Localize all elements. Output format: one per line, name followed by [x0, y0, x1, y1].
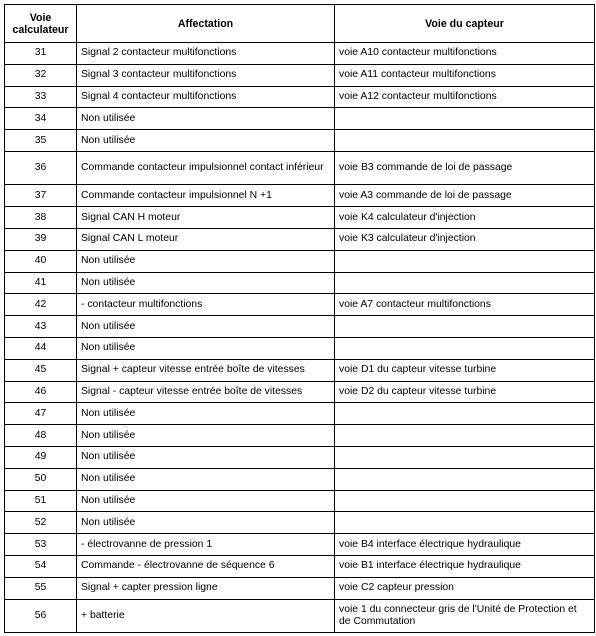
document-page [4, 4, 594, 633]
cell-voie-calculateur: 32 [5, 64, 77, 86]
cell-affectation: Non utilisée [77, 490, 335, 512]
table-row [5, 577, 595, 599]
cell-voie-calculateur: 52 [5, 512, 77, 534]
cell-voie-calculateur: 43 [5, 316, 77, 338]
cell-voie-capteur: voie B4 interface électrique hydraulique [335, 534, 595, 556]
cell-voie-capteur [335, 425, 595, 447]
table-row [5, 43, 595, 65]
cell-affectation: Signal 3 contacteur multifonctions [77, 64, 335, 86]
table-body [5, 43, 595, 633]
cell-affectation: + batterie [77, 599, 335, 633]
cell-affectation: Non utilisée [77, 316, 335, 338]
cell-voie-capteur: voie B1 interface électrique hydraulique [335, 556, 595, 578]
header-affectation: Affectation [77, 5, 335, 43]
cell-affectation: Signal CAN H moteur [77, 207, 335, 229]
cell-voie-calculateur: 44 [5, 338, 77, 360]
cell-voie-capteur [335, 468, 595, 490]
cell-voie-calculateur: 45 [5, 359, 77, 381]
cell-voie-calculateur: 31 [5, 43, 77, 65]
table-row [5, 338, 595, 360]
cell-voie-calculateur: 55 [5, 577, 77, 599]
header-row [5, 5, 595, 43]
cell-voie-calculateur: 33 [5, 86, 77, 108]
cell-voie-capteur: voie A7 contacteur multifonctions [335, 294, 595, 316]
cell-voie-calculateur: 46 [5, 381, 77, 403]
table-header [5, 5, 595, 43]
cell-voie-calculateur: 51 [5, 490, 77, 512]
cell-voie-capteur [335, 108, 595, 130]
header-col1-line1: Voie [29, 11, 52, 24]
table-row [5, 468, 595, 490]
cell-voie-capteur [335, 250, 595, 272]
table-row [5, 294, 595, 316]
cell-affectation: - électrovanne de pression 1 [77, 534, 335, 556]
table-row [5, 185, 595, 207]
cell-voie-capteur: voie A10 contacteur multifonctions [335, 43, 595, 65]
cell-voie-capteur: voie A3 commande de loi de passage [335, 185, 595, 207]
cell-affectation: Non utilisée [77, 468, 335, 490]
cell-affectation: Signal 4 contacteur multifonctions [77, 86, 335, 108]
table-row [5, 272, 595, 294]
table-row [5, 359, 595, 381]
table-row [5, 108, 595, 130]
cell-affectation: Non utilisée [77, 272, 335, 294]
cell-affectation: Signal CAN L moteur [77, 229, 335, 251]
table-row [5, 250, 595, 272]
cell-voie-calculateur: 40 [5, 250, 77, 272]
cell-voie-calculateur: 50 [5, 468, 77, 490]
cell-voie-capteur [335, 338, 595, 360]
cell-voie-capteur [335, 130, 595, 152]
cell-voie-calculateur: 36 [5, 151, 77, 185]
cell-voie-calculateur: 47 [5, 403, 77, 425]
cell-voie-capteur: voie A11 contacteur multifonctions [335, 64, 595, 86]
table-row [5, 556, 595, 578]
cell-affectation: Signal + capteur vitesse entrée boîte de vitesses [77, 359, 335, 381]
cell-affectation: Non utilisée [77, 425, 335, 447]
cell-voie-capteur [335, 272, 595, 294]
cell-affectation: Signal - capteur vitesse entrée boîte de vitesses [77, 381, 335, 403]
cell-voie-calculateur: 37 [5, 185, 77, 207]
cell-affectation: - contacteur multifonctions [77, 294, 335, 316]
cell-voie-calculateur: 41 [5, 272, 77, 294]
cell-affectation: Non utilisée [77, 447, 335, 469]
table-row [5, 447, 595, 469]
table-row [5, 130, 595, 152]
header-voie-capteur: Voie du capteur [335, 5, 595, 43]
header-col1-line2: calculateur [12, 23, 69, 36]
cell-affectation: Non utilisée [77, 512, 335, 534]
cell-voie-calculateur: 53 [5, 534, 77, 556]
cell-voie-calculateur: 38 [5, 207, 77, 229]
table-row [5, 425, 595, 447]
cell-affectation: Commande - électrovanne de séquence 6 [77, 556, 335, 578]
cell-voie-capteur [335, 403, 595, 425]
cell-voie-capteur: voie C2 capteur pression [335, 577, 595, 599]
table-row [5, 381, 595, 403]
table-row [5, 599, 595, 633]
cell-voie-capteur: voie 1 du connecteur gris de l'Unité de Protection et de Commutation [335, 599, 595, 633]
cell-affectation: Commande contacteur impulsionnel contact inférieur [77, 151, 335, 185]
cell-voie-calculateur: 56 [5, 599, 77, 633]
table-row [5, 64, 595, 86]
cell-affectation: Non utilisée [77, 130, 335, 152]
table-row [5, 490, 595, 512]
cell-voie-capteur: voie K3 calculateur d'injection [335, 229, 595, 251]
cell-affectation: Commande contacteur impulsionnel N +1 [77, 185, 335, 207]
table-row [5, 207, 595, 229]
cell-affectation: Non utilisée [77, 250, 335, 272]
cell-voie-capteur [335, 316, 595, 338]
cell-voie-capteur [335, 447, 595, 469]
cell-voie-calculateur: 34 [5, 108, 77, 130]
table-row [5, 151, 595, 185]
cell-voie-capteur: voie K4 calculateur d'injection [335, 207, 595, 229]
table-row [5, 512, 595, 534]
cell-affectation: Non utilisée [77, 108, 335, 130]
table-row [5, 86, 595, 108]
pinout-table [4, 4, 595, 633]
cell-voie-capteur: voie D1 du capteur vitesse turbine [335, 359, 595, 381]
header-voie-calculateur [5, 5, 77, 43]
cell-voie-capteur: voie A12 contacteur multifonctions [335, 86, 595, 108]
table-row [5, 534, 595, 556]
cell-voie-capteur [335, 490, 595, 512]
table-row [5, 403, 595, 425]
cell-voie-calculateur: 54 [5, 556, 77, 578]
cell-voie-calculateur: 49 [5, 447, 77, 469]
cell-voie-capteur: voie D2 du capteur vitesse turbine [335, 381, 595, 403]
cell-voie-calculateur: 42 [5, 294, 77, 316]
cell-affectation: Non utilisée [77, 403, 335, 425]
cell-affectation: Signal + capter pression ligne [77, 577, 335, 599]
cell-voie-calculateur: 35 [5, 130, 77, 152]
cell-voie-capteur [335, 512, 595, 534]
cell-voie-capteur: voie B3 commande de loi de passage [335, 151, 595, 185]
cell-voie-calculateur: 39 [5, 229, 77, 251]
table-row [5, 229, 595, 251]
table-row [5, 316, 595, 338]
cell-affectation: Signal 2 contacteur multifonctions [77, 43, 335, 65]
cell-voie-calculateur: 48 [5, 425, 77, 447]
cell-affectation: Non utilisée [77, 338, 335, 360]
